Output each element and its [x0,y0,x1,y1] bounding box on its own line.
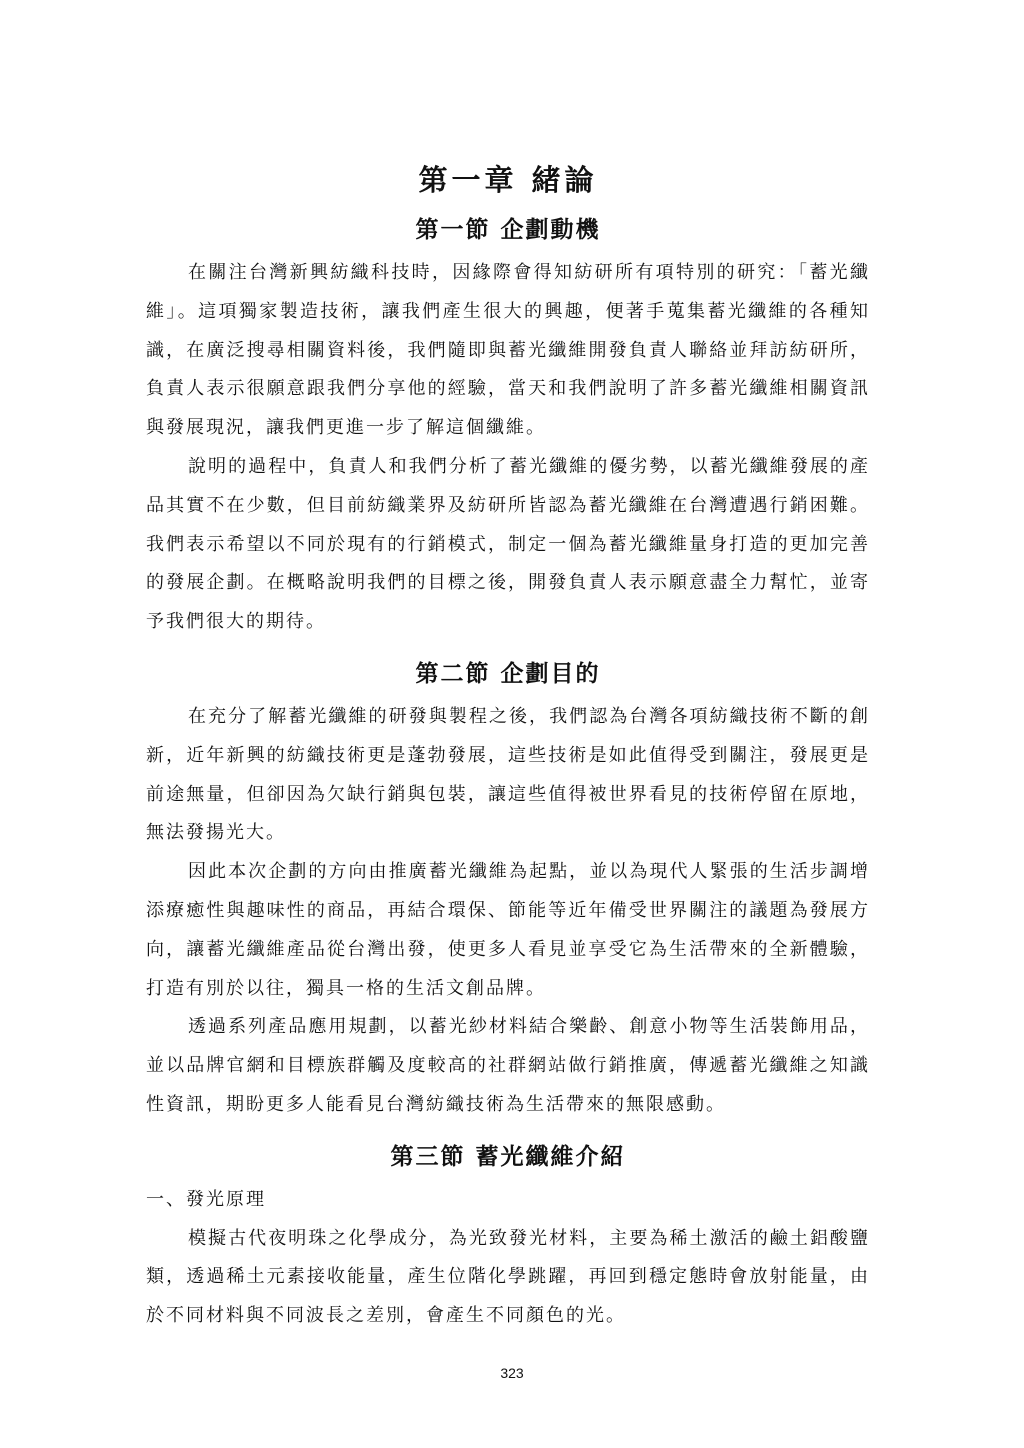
section-title-fiber-intro: 第三節 蓄光纖維介紹 [390,1143,626,1170]
page-number: 323 [500,1365,524,1381]
section-title-motivation: 第一節 企劃動機 [415,217,601,243]
paragraph: 透過系列產品應用規劃，以蓄光紗材料結合樂齡、創意小物等生活裝飾用品，並以品牌官網和目標族群觸及度較高的社群網站做行銷推廣，傳遞蓄光纖維之知識性資訊，期盼更多人能看見台灣紡織技術為生活帶來的無限感動。 [146,1016,870,1115]
paragraph: 因此本次企劃的方向由推廣蓄光纖維為起點，並以為現代人緊張的生活步調增添療癒性與趣味性的商品，再結合環保、節能等近年備受世界關注的議題為發展方向，讓蓄光纖維產品從台灣出發，使更多人看見並享受它為生活帶來的全新體驗，打造有別於以往，獨具一格的生活文創品牌。 [146,861,870,999]
paragraph: 說明的過程中，負責人和我們分析了蓄光纖維的優劣勢，以蓄光纖維發展的產品其實不在少數，但目前紡織業界及紡研所皆認為蓄光纖維在台灣遭遇行銷困難。我們表示希望以不同於現有的行銷模式，制定一個為蓄光纖維量身打造的更加完善的發展企劃。在概略說明我們的目標之後，開發負責人表示願意盡全力幫忙，並寄予我們很大的期待。 [146,455,870,633]
section-title-purpose: 第二節 企劃目的 [415,660,601,687]
paragraph: 在關注台灣新興紡織科技時，因緣際會得知紡研所有項特別的研究：「蓄光纖維」。這項獨家製造技術，讓我們產生很大的興趣，便著手蒐集蓄光纖維的各種知識，在廣泛搜尋相關資料後，我們隨即與蓄光纖維開發負責人聯絡並拜訪紡研所，負責人表示很願意跟我們分享他的經驗，當天和我們說明了許多蓄光纖維相關資訊與發展現況，讓我們更進一步了解這個纖維。 [146,262,870,439]
chapter-title: 第一章 緒論 [418,163,598,197]
subheading-luminescence-principle: 一、發光原理 [146,1188,266,1210]
page-content [146,160,870,1336]
paragraph: 模擬古代夜明珠之化學成分，為光致發光材料，主要為稀土激活的鹼土鋁酸鹽類，透過稀土元素接收能量，產生位階化學跳躍，再回到穩定態時會放射能量，由於不同材料與不同波長之差別，會產生不同顏色的光。 [146,1227,870,1327]
paragraph: 在充分了解蓄光纖維的研發與製程之後，我們認為台灣各項紡織技術不斷的創新，近年新興的紡織技術更是蓬勃發展，這些技術是如此值得受到關注，發展更是前途無量，但卻因為欠缺行銷與包裝，讓這些值得被世界看見的技術停留在原地，無法發揚光大。 [146,705,870,844]
